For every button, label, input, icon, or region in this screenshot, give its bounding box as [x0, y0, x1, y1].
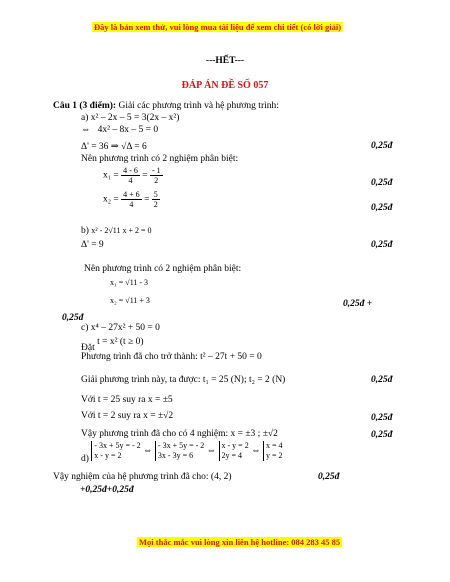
part-c-conclusion: Vậy phương trình đã cho có 4 nghiệm: x = ±3 ; ±√2 [81, 429, 278, 439]
equivalence-arrow: ⇔ [143, 446, 153, 457]
x1-fraction [121, 166, 140, 185]
part-c-solve: Giải phương trình này, ta được: t₁ = 25 (N); t₂ = 2 (N) [81, 375, 286, 385]
part-c-t25: Với t = 25 suy ra x = ±5 [81, 395, 173, 405]
part-a-label: a) [81, 113, 89, 123]
part-c-t2: Với t = 2 suy ra x = ±√2 [81, 411, 174, 421]
x1-result-denominator: 2 [154, 176, 159, 185]
x1-result-fraction [150, 166, 163, 185]
system-1 [91, 441, 140, 461]
part-c-label: c) [81, 323, 89, 333]
system-2-eq1: - 3x + 5y = - 2 [157, 441, 205, 450]
score-mark: 0,25đ [371, 375, 393, 385]
system-3-eq2: 2y = 4 [221, 451, 243, 460]
root-x1 [103, 166, 163, 185]
part-c-dat-label: Đặt [81, 343, 95, 353]
x1-equals: = [142, 170, 148, 181]
x2-numerator: 4 + 6 [123, 190, 140, 199]
score-mark: 0,25đ [371, 203, 393, 213]
score-mark: 0,25đ [62, 313, 84, 323]
x2-result-denominator: 2 [153, 200, 158, 209]
part-c-eq: x⁴ – 27x² + 50 = 0 [90, 323, 160, 333]
score-mark: 0,25đ [371, 413, 393, 423]
equivalence-arrow: ⇔ [81, 125, 91, 135]
x2-result-numerator: 5 [153, 190, 158, 199]
x1-denominator: 4 [128, 176, 133, 185]
system-3-eq1: x - y = 2 [221, 441, 249, 450]
part-c-equation [81, 323, 160, 333]
part-c-transform: Phương trình đã cho trở thành: t² – 27t + 50 = 0 [81, 352, 262, 362]
x1-numerator: 4 - 6 [123, 166, 138, 175]
part-b-x1: x₁ = √11 - 3 [110, 278, 149, 287]
score-mark: 0,25đ [371, 141, 393, 151]
part-b-roots-text: Nên phương trình có 2 nghiệm phân biệt: [84, 264, 242, 274]
end-marker: ---HẾT--- [205, 56, 245, 66]
x1-result-numerator: - 1 [151, 166, 161, 175]
part-c-substitution [81, 337, 144, 353]
score-mark: 0,25đ [371, 430, 393, 440]
score-mark: 0,25đ + [343, 299, 373, 309]
equivalence-arrow: ⇔ [251, 446, 261, 457]
question-text: Giải các phương trình và hệ phương trình: [118, 101, 279, 111]
header-banner: Đây là bản xem thử, vui lòng mua tài liệu để xem chi tiết (có lời giải) [94, 22, 342, 32]
part-b-label: b) [81, 226, 89, 236]
part-b-eq: x² - 2√11 x + 2 = 0 [91, 226, 152, 235]
part-d-conclusion: Vậy nghiệm của hệ phương trình đã cho: (4, 2) [53, 472, 232, 482]
part-a-step [81, 125, 158, 135]
system-4-eq2: y = 2 [265, 451, 283, 460]
score-mark: +0,25đ+0,25đ [80, 485, 134, 495]
part-a-roots-text: Nên phương trình có 2 nghiệm phân biệt: [81, 154, 239, 164]
system-1-eq2: x - y = 2 [94, 451, 122, 460]
system-4-eq1: x = 4 [265, 441, 283, 450]
part-b-equation [81, 226, 151, 236]
system-1-eq1: - 3x + 5y = - 2 [94, 441, 141, 450]
equivalence-arrow: ⇔ [206, 446, 217, 457]
x1-label: x₁ = [103, 170, 119, 181]
part-a-eq2: 4x² – 8x – 5 = 0 [97, 125, 159, 135]
score-mark: 0,25đ [371, 240, 393, 250]
footer-banner: Mọi thắc mắc vui lòng xin liên hệ hotline: 084 283 45 85 [139, 537, 341, 547]
x2-equals: = [144, 194, 150, 205]
part-c-dat: t = x² (t ≥ 0) [97, 337, 144, 347]
question-label: Câu 1 (3 điểm): [53, 101, 117, 111]
system-2-eq2: 3x - 3y = 6 [157, 451, 194, 460]
system-4 [263, 441, 283, 461]
part-a-equation [81, 113, 179, 123]
x2-denominator: 4 [129, 200, 134, 209]
part-d-systems [81, 441, 283, 465]
score-mark: 0,25đ [318, 472, 340, 482]
root-x2 [103, 190, 160, 209]
part-b-delta: Δ' = 9 [81, 240, 104, 250]
answer-title: ĐÁP ÁN ĐỀ SỐ 057 [181, 80, 269, 91]
part-a-delta: Δ' = 36 ⇒ √Δ = 6 [81, 142, 147, 152]
x2-fraction [121, 190, 142, 209]
x2-result-fraction [152, 190, 160, 209]
system-2 [155, 441, 204, 461]
part-b-x2: x₂ = √11 + 3 [110, 296, 150, 305]
question-heading [53, 101, 279, 111]
score-mark: 0,25đ [371, 178, 393, 188]
system-3 [219, 441, 249, 461]
part-a-eq: x² – 2x – 5 = 3(2x – x²) [90, 113, 180, 123]
x2-label: x₂ = [103, 194, 119, 205]
part-d-label: d) [81, 454, 89, 465]
